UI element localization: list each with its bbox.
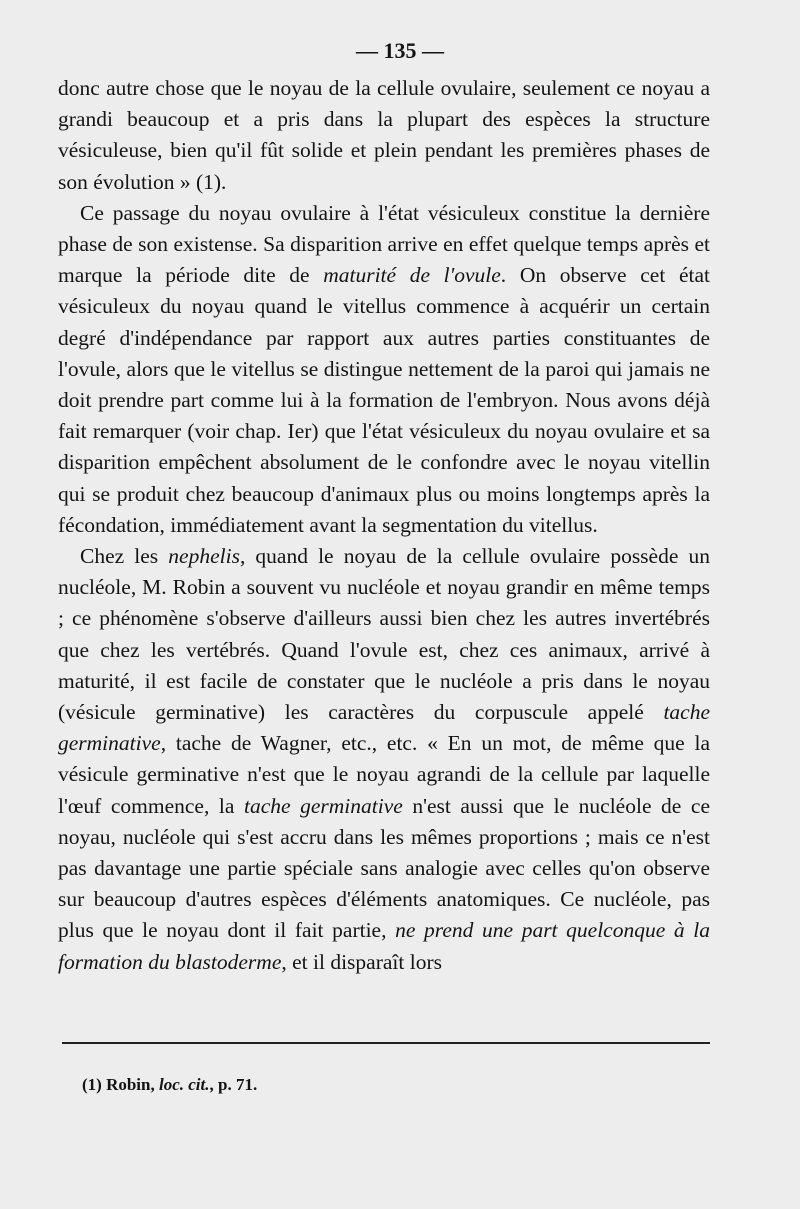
- italic-text: tache germinative: [58, 700, 710, 756]
- text-run: Ce passage du noyau ovulaire à l'état vésiculeux constitue la dernière phase de son existense. Sa disparition arrive en effet quelque temps après et marque la période dite de: [58, 200, 710, 288]
- text-run: . On observe cet état vésiculeux du noyau quand le vitellus commence à acquérir un certain degré d'indépendance par rapport aux autres parties constituantes de l'ovule, alors que le vitellus se distingue nettement de la paroi qui jamais ne doit prendre part comme lui à la formation de l'embryon. Nous avons déjà fait remarquer (voir chap. Ier) que l'état vésiculeux du noyau ovulaire et sa disparition empêchent absolument de le confondre avec le noyau vitellin qui se produit chez beaucoup d'animaux plus ou moins longtemps après la fécondation, immédiatement avant la segmentation du vitellus.: [58, 263, 710, 537]
- text-run: donc autre chose que le noyau de la cellule ovulaire, seulement ce noyau a grandi beaucoup et a pris dans la plupart des espèces la structure vésiculeuse, bien qu'il fût solide et plein pendant les premières phases de son évolution » (1).: [58, 76, 710, 194]
- page-number: — 135 —: [356, 38, 444, 63]
- paragraph: [58, 198, 710, 541]
- paragraph: [58, 73, 710, 198]
- italic-text: tache germinative: [243, 793, 403, 818]
- italic-text: maturité de l'ovule: [323, 263, 501, 288]
- page-body: [58, 73, 710, 978]
- text-run: , et il disparaît lors: [281, 949, 442, 974]
- footnote: [82, 1075, 257, 1095]
- italic-text: ne prend une part quelconque à la formation du blastoderme: [58, 918, 710, 974]
- footnote-rule: [62, 1042, 710, 1044]
- paragraph: [58, 541, 710, 978]
- footnote-marker: (1) Robin,: [82, 1075, 159, 1094]
- text-run: n'est aussi que le nucléole de ce noyau, nucléole qui s'est accru dans les mêmes proportions ; mais ce n'est pas davantage une partie spéciale sans analogie avec celles qu'on observe sur beaucoup d'autres espèces d'éléments anatomiques. Ce nucléole, pas plus que le noyau dont il fait partie,: [58, 793, 710, 943]
- italic-text: nephelis: [168, 544, 240, 569]
- text-run: Chez les: [80, 544, 169, 569]
- footnote-page-ref: , p. 71.: [209, 1075, 258, 1094]
- text-run: , quand le noyau de la cellule ovulaire possède un nucléole, M. Robin a souvent vu nucléole et noyau grandir en même temps ; ce phénomène s'observe d'ailleurs aussi bien chez les autres invertébrés que chez les vertébrés. Quand l'ovule est, chez ces animaux, arrivé à maturité, il est facile de constater que le nucléole a pris dans le noyau (vésicule germinative) les caractères du corpuscule appelé: [58, 544, 710, 725]
- text-run: , tache de Wagner, etc., etc. « En un mot, de même que la vésicule germinative n'est que le noyau agrandi de la cellule par laquelle l'œuf commence, la: [58, 731, 710, 818]
- footnote-source: loc. cit.: [158, 1075, 210, 1094]
